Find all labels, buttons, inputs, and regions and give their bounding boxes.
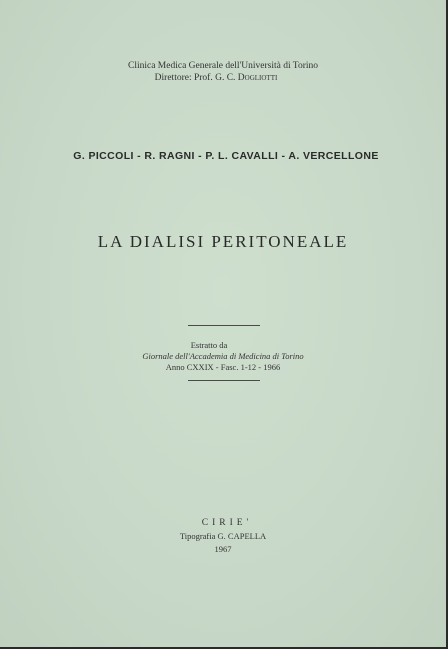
institution-header [0,60,446,84]
institution-name: Clinica Medica Generale dell'Università di Torino [127,61,319,71]
publisher-block [0,517,446,556]
divider-bottom [188,380,260,381]
director-name: Dogliotti [237,73,278,83]
publisher-printer: Tipografia G. CAPELLA [179,531,267,541]
authors-line: G. PICCOLI - R. RAGNI - P. L. CAVALLI - A. VERCELLONE [73,150,379,162]
director-label: Direttore: Prof. G. C. [154,73,238,83]
extract-block [0,340,446,373]
divider-top [188,325,260,326]
publisher-year: 1967 [214,544,232,554]
director-line [0,72,446,84]
document-title: LA DIALISI PERITONEALE [97,232,349,251]
publisher-city: CIRIE' [201,518,253,528]
extract-lead: Estratto da [190,340,228,350]
journal-issue: Anno CXXIX - Fasc. 1-12 - 1966 [165,362,281,372]
journal-name: Giornale dell'Accademia di Medicina di Torino [142,351,304,361]
